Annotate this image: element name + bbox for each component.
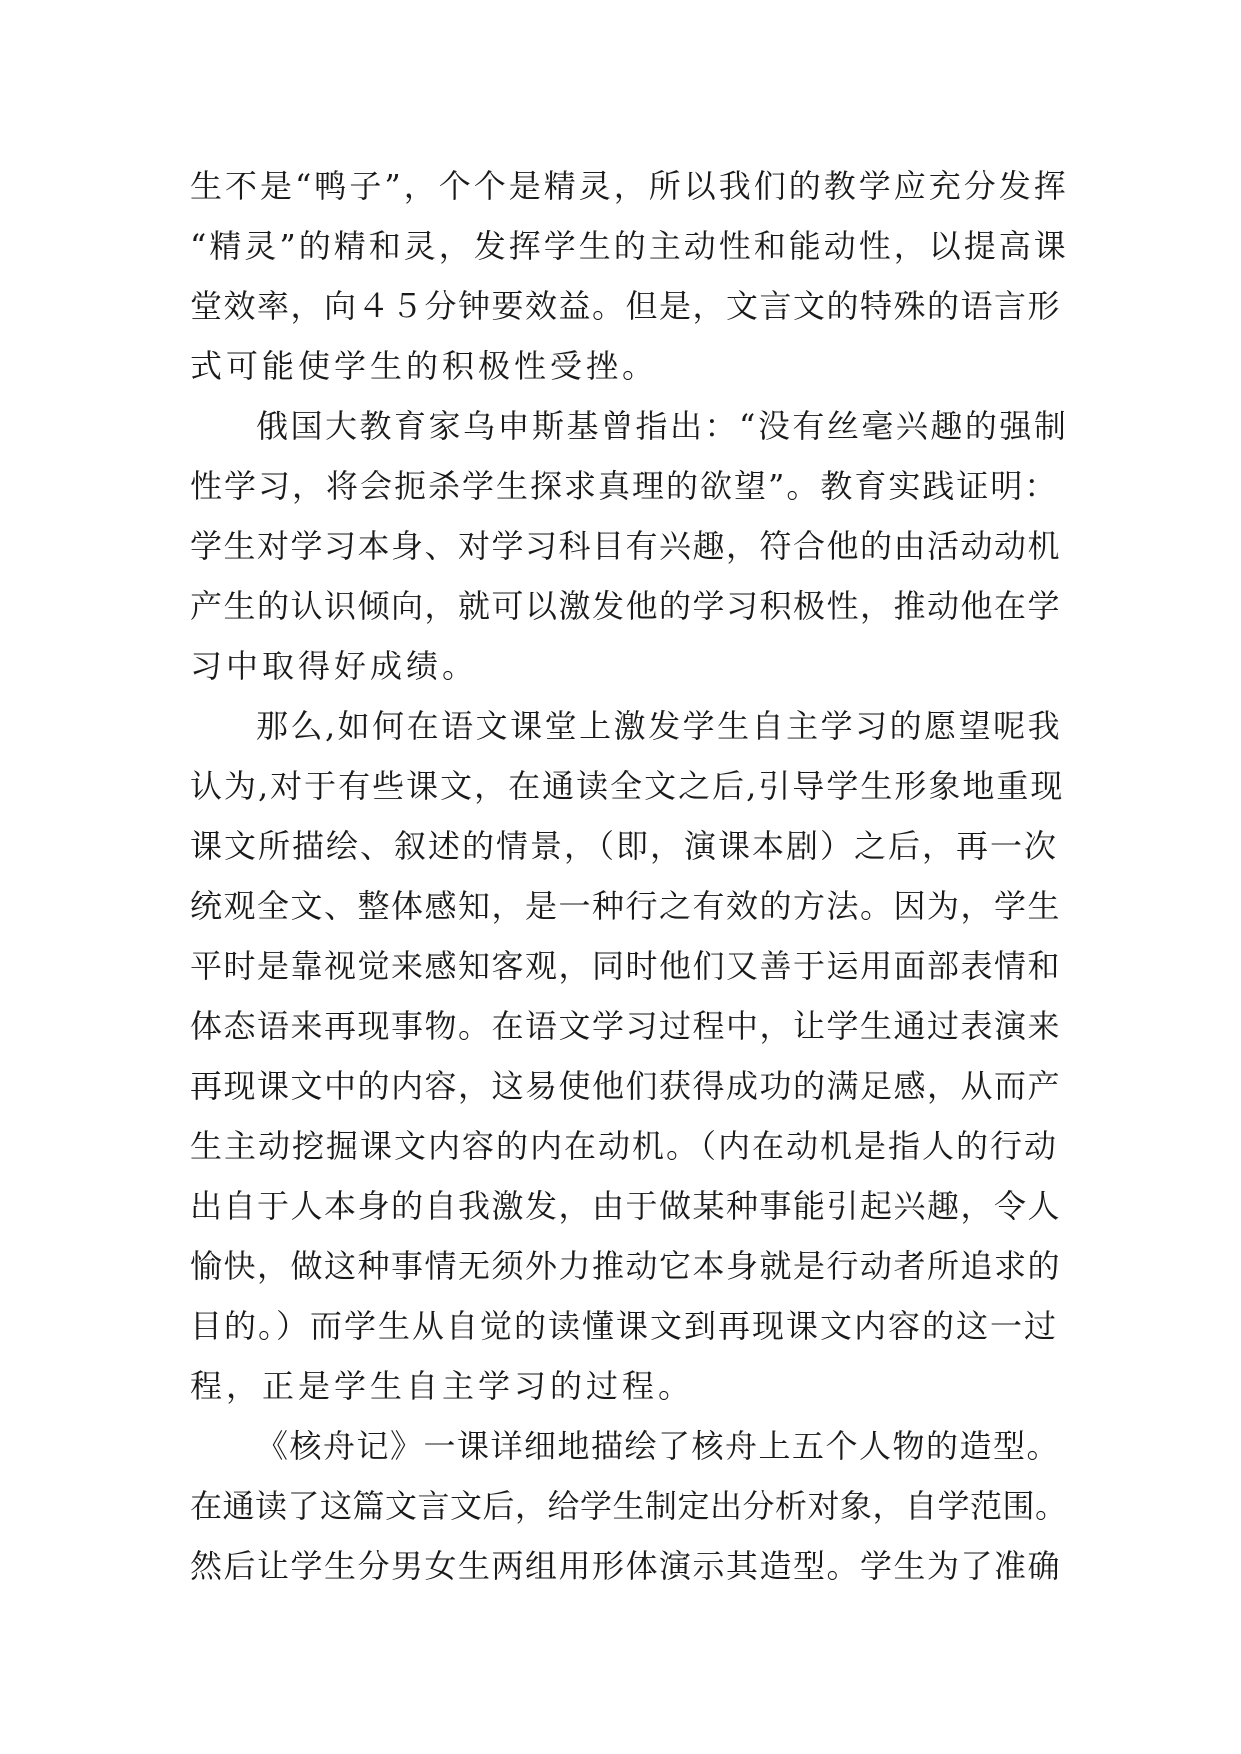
text-line: 程，正是学生自主学习的过程。 <box>190 1367 695 1405</box>
text-line: 俄国大教育家乌申斯基曾指出：“没有丝毫兴趣的强制 <box>256 407 1069 445</box>
paragraph <box>190 1416 1070 1596</box>
document-body <box>190 156 1070 1596</box>
text-line: 那么,如何在语文课堂上激发学生自主学习的愿望呢我 <box>256 707 1063 745</box>
text-line: 体态语来再现事物。在语文学习过程中，让学生通过表演来 <box>190 1007 1062 1045</box>
text-line: 课文所描绘、叙述的情景，（即，演课本剧）之后，再一次 <box>190 827 1059 865</box>
text-line: 认为,对于有些课文，在通读全文之后,引导学生形象地重现 <box>190 767 1065 805</box>
text-line: 式可能使学生的积极性受挫。 <box>190 347 659 385</box>
text-line: 堂效率，向４５分钟要效益。但是，文言文的特殊的语言形 <box>190 287 1062 325</box>
text-line: 平时是靠视觉来感知客观，同时他们又善于运用面部表情和 <box>190 947 1062 985</box>
text-line: 产生的认识倾向，就可以激发他的学习积极性，推动他在学 <box>190 587 1062 625</box>
text-line: 出自于人本身的自我激发，由于做某种事能引起兴趣，令人 <box>190 1187 1062 1225</box>
text-line: 性学习，将会扼杀学生探求真理的欲望”。教育实践证明： <box>190 467 1059 505</box>
text-line: 生主动挖掘课文内容的内在动机。（内在动机是指人的行动 <box>190 1127 1059 1165</box>
text-line: 在通读了这篇文言文后，给学生制定出分析对象，自学范围。 <box>190 1487 1068 1525</box>
text-line: 《核舟记》一课详细地描绘了核舟上五个人物的造型。 <box>256 1427 1061 1465</box>
text-line: 生不是“鸭子”，个个是精灵，所以我们的教学应充分发挥 <box>190 167 1069 205</box>
text-line: 然后让学生分男女生两组用形体演示其造型。学生为了准确 <box>190 1547 1062 1585</box>
text-line: 再现课文中的内容，这易使他们获得成功的满足感，从而产 <box>190 1067 1062 1105</box>
text-line: 统观全文、整体感知，是一种行之有效的方法。因为，学生 <box>190 887 1062 925</box>
paragraph <box>190 156 1070 396</box>
text-line: 愉快，做这种事情无须外力推动它本身就是行动者所追求的 <box>190 1247 1062 1285</box>
text-line: 学生对学习本身、对学习科目有兴趣，符合他的由活动动机 <box>190 527 1062 565</box>
paragraph <box>190 696 1070 1416</box>
paragraph <box>190 396 1070 696</box>
text-line: 习中取得好成绩。 <box>190 647 479 685</box>
text-line: 目的。）而学生从自觉的读懂课文到再现课文内容的这一过 <box>190 1307 1059 1345</box>
text-line: “精灵”的精和灵，发挥学生的主动性和能动性，以提高课 <box>190 227 1069 265</box>
